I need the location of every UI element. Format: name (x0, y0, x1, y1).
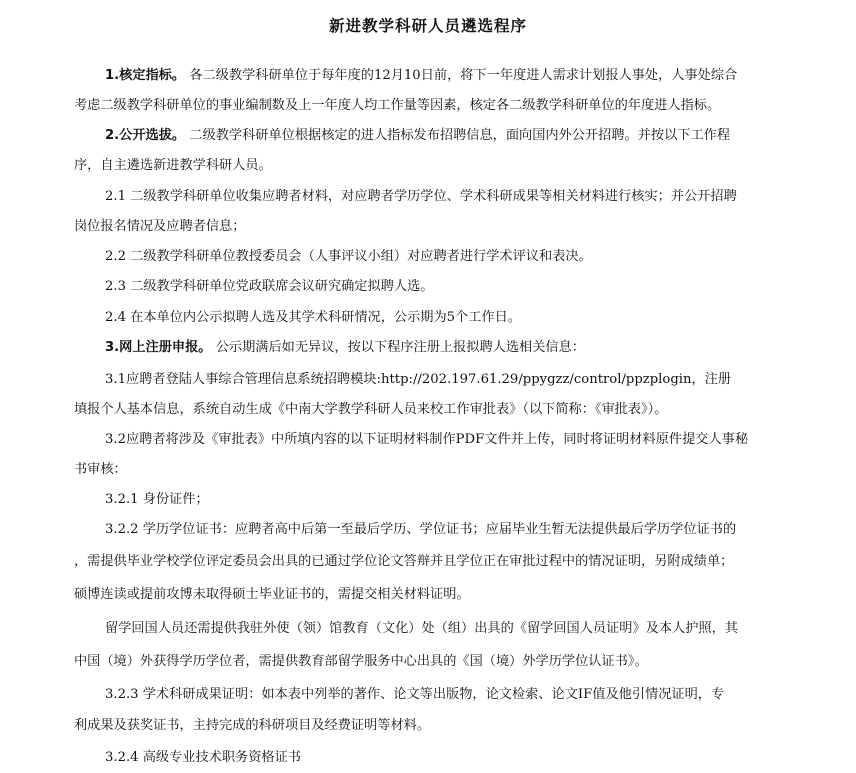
item-2-1-line-2: 岗位报名情况及应聘者信息； (74, 219, 246, 234)
item-3-2-3-line-1: 3.2.3 学术科研成果证明：如本表中列举的著作、论文等出版物，论文检索、论文IF值及他引情况证明，专 (105, 687, 725, 702)
section-1-heading: 1.核定指标。 (105, 68, 186, 83)
item-2-4: 2.4 在本单位内公示拟聘人选及其学术科研情况，公示期为5个工作日。 (105, 310, 521, 325)
item-3-2-3-line-2: 利成果及获奖证书，主持完成的科研项目及经费证明等材料。 (74, 718, 431, 733)
item-3-2-line-2: 书审核： (74, 462, 127, 477)
section-1-line-1: 1.核定指标。 各二级教学科研单位于每年度的12月10日前，将下一年度进人需求计划报人事处，人事处综合 (105, 68, 738, 83)
item-2-2: 2.2 二级教学科研单位教授委员会（人事评议小组）对应聘者进行学术评议和表决。 (105, 249, 592, 264)
item-3-2-2-line-2: ，需提供毕业学校学位评定委员会出具的已通过学位论文答辩并且学位正在审批过程中的情况证明，另附成绩单； (74, 554, 734, 569)
section-2-line-1: 2.公开选拔。 二级教学科研单位根据核定的进人指标发布招聘信息，面向国内外公开招聘。并按以下工作程 (105, 128, 731, 143)
item-2-3: 2.3 二级教学科研单位党政联席会议研究确定拟聘人选。 (105, 279, 434, 294)
document-title: 新进教学科研人员遴选程序 (328, 17, 527, 35)
item-3-2-2-line-3: 硕博连读或提前攻博未取得硕士毕业证书的，需提交相关材料证明。 (74, 587, 470, 602)
section-2-line-2: 序，自主遴选新进教学科研人员。 (74, 158, 272, 173)
section-3-line-1: 3.网上注册申报。 公示期满后如无异议，按以下程序注册上报拟聘人选相关信息： (105, 340, 585, 355)
section-2-heading: 2.公开选拔。 (105, 128, 186, 143)
item-3-2-4-partial: 3.2.4 高级专业技术职务资格证书 (105, 750, 301, 765)
section-3-heading: 3.网上注册申报。 (105, 340, 212, 355)
item-3-1-line-1: 3.1应聘者登陆人事综合管理信息系统招聘模块:http://202.197.61.29/ppygzz/control/ppzplogin，注册 (105, 372, 732, 387)
item-3-1-line-2: 填报个人基本信息，系统自动生成《中南大学教学科研人员来校工作审批表》（以下简称：《审批表》）。 (74, 402, 668, 417)
overseas-line-1: 留学回国人员还需提供我驻外使（领）馆教育（文化）处（组）出具的《留学回国人员证明》及本人护照，其 (105, 621, 738, 636)
section-1-line-2: 考虑二级教学科研单位的事业编制数及上一年度人均工作量等因素，核定各二级教学科研单位的年度进人指标。 (74, 98, 721, 113)
item-3-2-1: 3.2.1 身份证件； (105, 492, 209, 507)
item-3-2-line-1: 3.2应聘者将涉及《审批表》中所填内容的以下证明材料制作PDF文件并上传，同时将证明材料原件提交人事秘 (105, 432, 749, 447)
item-3-2-2-line-1: 3.2.2 学历学位证书：应聘者高中后第一至最后学历、学位证书；应届毕业生暂无法提供最后学历学位证书的 (105, 522, 737, 537)
overseas-line-2: 中国（境）外获得学历学位者，需提供教育部留学服务中心出具的《国（境）外学历学位认证书》。 (74, 654, 648, 669)
item-2-1-line-1: 2.1 二级教学科研单位收集应聘者材料，对应聘者学历学位、学术科研成果等相关材料进行核实；并公开招聘 (105, 189, 737, 204)
